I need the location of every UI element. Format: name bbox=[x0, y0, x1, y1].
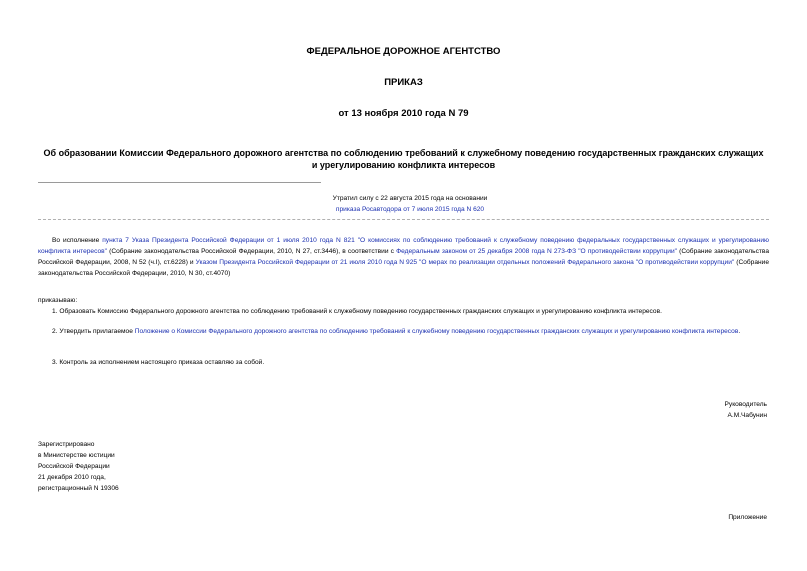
doc-type-heading: ПРИКАЗ bbox=[384, 77, 423, 88]
order-item-1: 1. Образовать Комиссию Федерального дорожного агентства по соблюдению требований к служебному поведению государственных гражданских служащих и урегулированию конфликта интересов. bbox=[52, 308, 662, 315]
order-intro: приказываю: bbox=[38, 297, 78, 304]
agency-heading: ФЕДЕРАЛЬНОЕ ДОРОЖНОЕ АГЕНТСТВО bbox=[306, 46, 501, 57]
order-item-2-text: 2. Утвердить прилагаемое bbox=[52, 328, 135, 335]
date-number-heading: от 13 ноября 2010 года N 79 bbox=[338, 108, 469, 119]
registration-block bbox=[38, 439, 119, 494]
preamble-text-2: (Собрание законодательства Российской Федерации, 2010, N 27, ст.3446), в соответствии с bbox=[106, 248, 397, 255]
order-item-2 bbox=[38, 326, 769, 337]
law-273-link[interactable]: Федеральным законом от 25 декабря 2008 года N 273-ФЗ "О противодействии коррупции" bbox=[396, 248, 678, 255]
preamble-text-1: Во исполнение bbox=[52, 237, 103, 244]
regulation-link[interactable]: Положение о Комиссии Федерального дорожного агентства по соблюдению требований к служебному поведению государственных гражданских служащих и урегулированию конфликта интересов bbox=[134, 328, 739, 335]
preamble-paragraph bbox=[38, 235, 769, 279]
title-divider bbox=[38, 182, 321, 183]
registration-line: Зарегистрировано bbox=[38, 441, 95, 448]
preamble-text-4: (Собрание законодательства Российской Федерации, 2010, N 30, ст.4070) bbox=[38, 259, 769, 277]
status-link[interactable]: приказа Росавтодора от 7 июля 2015 года N 620 bbox=[335, 206, 485, 213]
status-note bbox=[310, 193, 510, 215]
decree-821-link[interactable]: пункта 7 Указа Президента Российской Федерации от 1 июля 2010 года N 821 "О комиссиях по соблюдению требований к служебному поведению федеральных государственных служащих и урегулированию конфликта интересов" bbox=[38, 237, 769, 255]
registration-line: Российской Федерации bbox=[38, 463, 110, 470]
order-item-3: 3. Контроль за исполнением настоящего приказа оставляю за собой. bbox=[52, 359, 265, 366]
signature-name: А.М.Чабунин bbox=[727, 412, 767, 419]
status-divider bbox=[38, 219, 769, 220]
preamble-text-3: (Собрание законодательства Российской Федерации, 2008, N 52 (ч.I), ст.6228) и bbox=[38, 248, 770, 266]
appendix-label: Приложение bbox=[728, 514, 767, 521]
document-title: Об образовании Комиссии Федерального дорожного агентства по соблюдению требований к служебному поведению государственных гражданских служащих и урегулированию конфликта интересов bbox=[43, 148, 764, 170]
decree-925-link[interactable]: Указом Президента Российской Федерации от 21 июля 2010 года N 925 "О мерах по реализации отдельных положений Федерального закона "О противодействии коррупции" bbox=[195, 259, 735, 266]
order-item-2-end: . bbox=[738, 328, 741, 335]
signature-role: Руководитель bbox=[724, 401, 767, 408]
registration-line: 21 декабря 2010 года, bbox=[38, 474, 106, 481]
signature-block bbox=[725, 399, 767, 421]
registration-line: в Министерстве юстиции bbox=[38, 452, 115, 459]
status-line: Утратил силу с 22 августа 2015 года на основании bbox=[332, 195, 488, 202]
registration-line: регистрационный N 19306 bbox=[38, 485, 119, 492]
